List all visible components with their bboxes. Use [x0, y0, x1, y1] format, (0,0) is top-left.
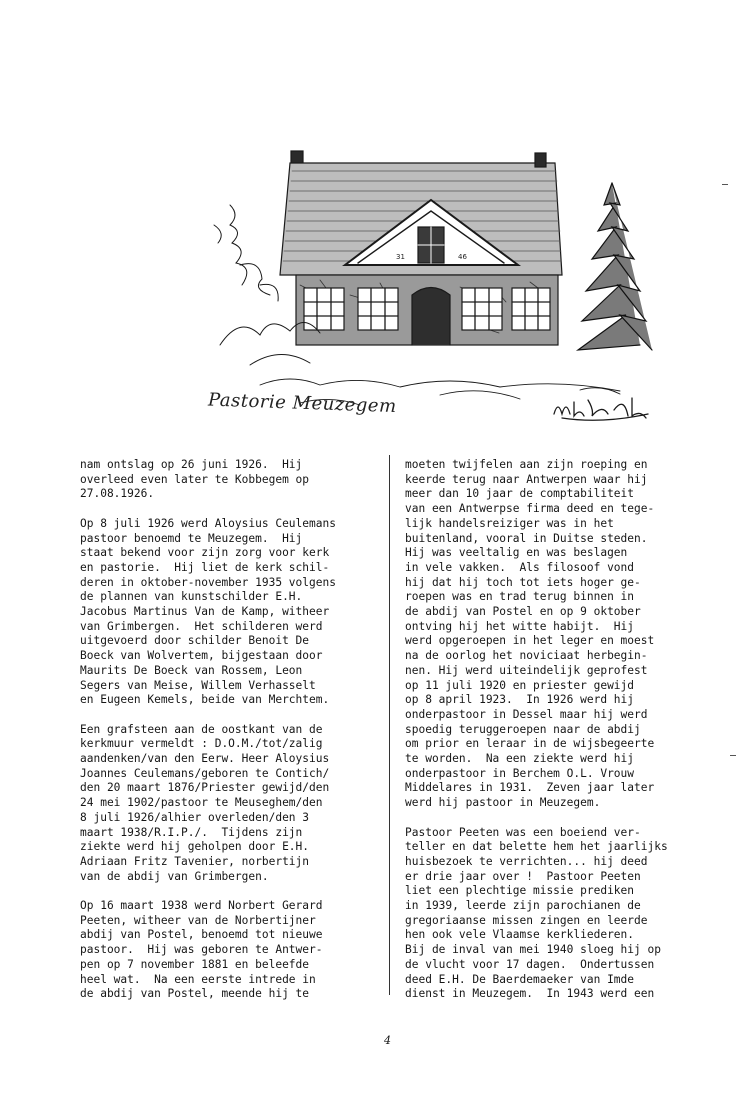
sketch-caption: Pastorie Meuzegem: [207, 389, 397, 418]
paragraph: moeten twijfelen aan zijn roeping en keerde terug naar Antwerpen waar hij meer dan 10 jaar de comptabiliteit van een Antwerpse firma deed en tege- lijk handelsreiziger was in het buitenland, vooral in Duitse steden. Hij was veeltalig en was beslagen in vele vakken. Als filosoof vond hij dat hij toch tot iets hoger ge- roepen was en trad terug binnen in de abdij van Postel en op 9 oktober ontving hij het witte habijt. Hij werd opgeroepen in het leger en moest na de oorlog het noviciaat herbegin- nen. Hij werd uiteindelijk geprofest op 11 juli 1920 en priester gewijd op 8 april 1923. In 1926 werd hij onderpastoor in Dessel maar hij werd spoedig teruggeroepen naar de abdij om prior en leraar in de wijsbegeerte te worden. Na een ziekte werd hij onderpastoor in Berchem O.L. Vrouw Middelares in 1931. Zeven jaar later werd hij pastoor in Meuzegem.: [405, 458, 655, 810]
right-column: [405, 458, 705, 1017]
paragraph: Pastoor Peeten was een boeiend ver- teller en dat belette hem het jaarlijks huisbezoek te verrichten... hij deed er drie jaar over ! Pastoor Peeten liet een plechtige missie prediken in 1939, leerde zijn parochianen de gregoriaanse missen zingen en leerde hen ook vele Vlaamse kerkliederen. Bij de inval van mei 1940 sloeg hij op de vlucht voor 17 dagen. Ondertussen deed E.H. De Baerdemaeker van Imde dienst in Meuzegem. In 1943 werd een: [405, 825, 668, 1001]
edge-mark: [730, 755, 736, 756]
svg-text:31: 31: [396, 253, 405, 261]
column-divider: [389, 455, 390, 995]
svg-text:46: 46: [458, 253, 467, 261]
edge-mark: [722, 184, 728, 185]
paragraph: Op 8 juli 1926 werd Aloysius Ceulemans pastoor benoemd te Meuzegem. Hij staat bekend voor zijn zorg voor kerk en pastorie. Hij liet de kerk schil- deren in oktober-november 1935 volgens de plannen van kunstschilder E.H. Jacobus Martinus Van de Kamp, witheer van Grimbergen. Het schilderen werd uitgevoerd door schilder Benoit De Boeck van Wolvertem, bijgestaan door Maurits De Boeck van Rossem, Leon Segers van Meise, Willem Verhasselt en Eugeen Kemels, beide van Merchtem.: [80, 516, 336, 707]
paragraph: nam ontslag op 26 juni 1926. Hij overleed even later te Kobbegem op 27.08.1926.: [80, 458, 310, 501]
artist-signature: [548, 394, 658, 422]
paragraph: Een grafsteen aan de oostkant van de kerkmuur vermeldt : D.O.M./tot/zalig aandenken/van den Eerw. Heer Aloysius Joannes Ceulemans/geboren te Contich/ den 20 maart 1876/Priester gewijd/den 24 mei 1902/pastoor te Meuseghem/den 8 juli 1926/alhier overleden/den 3 maart 1938/R.I.P./. Tijdens zijn ziekte werd hij geholpen door E.H. Adriaan Fritz Tavenier, norbertijn van de abdij van Grimbergen.: [80, 722, 330, 883]
paragraph: Op 16 maart 1938 werd Norbert Gerard Peeten, witheer van de Norbertijner abdij van Postel, benoemd tot nieuwe pastoor. Hij was geboren te Antwer- pen op 7 november 1881 en beleefde heel wat. Na een eerste intrede in de abdij van Postel, meende hij te: [80, 899, 323, 1001]
page-number: 4: [384, 1034, 391, 1047]
left-column: [80, 458, 380, 1017]
